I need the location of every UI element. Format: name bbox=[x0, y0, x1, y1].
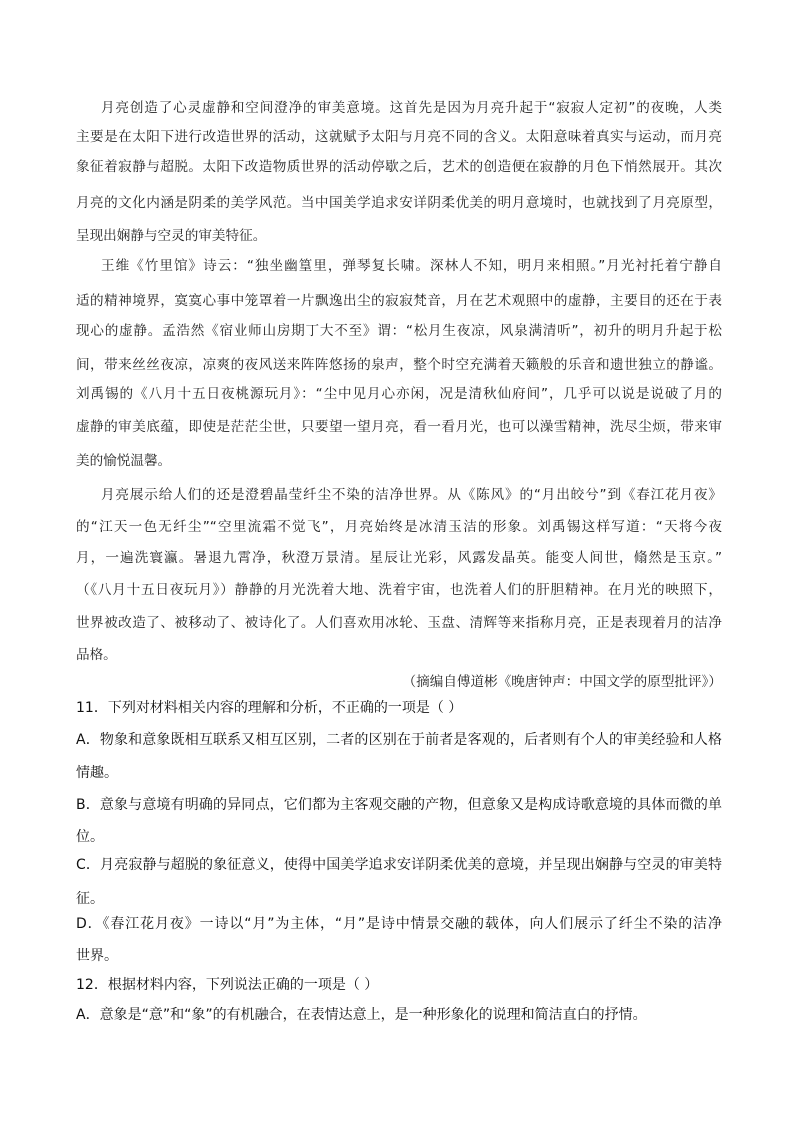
question-11-option-a: A．物象和意象既相互联系又相互区别，二者的区别在于前者是客观的，后者则有个人的审美经验和人格 bbox=[76, 732, 722, 748]
passage-line: 虚静的审美底蕴，即使是茫茫尘世，只要望一望月亮，看一看月光，也可以澡雪精神，洗尽尘烦，带来审 bbox=[76, 419, 722, 435]
passage-line: 主要是在太阳下进行改造世界的活动，这就赋予太阳与月亮不同的含义。太阳意味着真实与运动，而月亮 bbox=[76, 129, 722, 145]
question-11-option-c-cont: 征。 bbox=[76, 891, 104, 907]
passage-line: 月亮展示给人们的还是澄碧晶莹纤尘不染的洁净世界。从《陈风》的“月出皎兮”到《春江花月夜》 bbox=[101, 487, 722, 503]
passage-line: 刘禹锡的《八月十五日夜桃源玩月》：“尘中见月心亦闲，况是清秋仙府间”，几乎可以说是说破了月的 bbox=[76, 386, 722, 402]
question-11-option-a-cont: 情趣。 bbox=[76, 765, 118, 781]
passage-line: 美的愉悦温馨。 bbox=[76, 453, 172, 469]
passage-line: 品格。 bbox=[76, 647, 117, 663]
passage-line: 适的精神境界，寞寞心事中笼罩着一片飘逸出尘的寂寂梵音，月在艺术观照中的虚静，主要目的还在于表 bbox=[76, 293, 722, 309]
question-12-stem: 12．根据材料内容，下列说法正确的一项是（ ） bbox=[76, 977, 379, 993]
passage-line: 世界被改造了、被移动了、被诗化了。人们喜欢用冰轮、玉盘、清辉等来指称月亮，正是表现着月的洁净 bbox=[76, 615, 722, 631]
passage-line: 王维《竹里馆》诗云：“独坐幽篁里，弹琴复长啸。深林人不知，明月来相照。”月光衬托着宁静自 bbox=[101, 258, 722, 274]
passage-line: 间，带来丝丝夜凉，凉爽的夜风送来阵阵悠扬的泉声，整个时空充满着天籁般的乐音和遗世独立的静谧。 bbox=[76, 357, 722, 373]
question-11-option-b: B．意象与意境有明确的异同点，它们都为主客观交融的产物，但意象又是构成诗歌意境的具体而微的单 bbox=[76, 797, 722, 813]
passage-line: 月亮创造了心灵虚静和空间澄净的审美意境。这首先是因为月亮升起于“寂寂人定初”的夜晚，人类 bbox=[101, 100, 722, 116]
question-11-option-d: D．《春江花月夜》一诗以“月”为主体，“月”是诗中情景交融的载体，向人们展示了纤尘不染的洁净 bbox=[76, 916, 722, 932]
question-11-stem: 11．下列对材料相关内容的理解和分析，不正确的一项是（ ） bbox=[76, 700, 463, 716]
passage-line: 月，一遍洗寰瀛。暑退九霄净，秋澄万景清。星辰让光彩，风露发晶英。能变人间世，翛然是玉京。” bbox=[76, 550, 722, 566]
passage-line: （《八月十五日夜玩月》）静静的月光洗着大地、洗着宇宙，也洗着人们的肝胆精神。在月光的映照下， bbox=[76, 582, 722, 598]
passage-line: 象征着寂静与超脱。太阳下改造物质世界的活动停歇之后，艺术的创造便在寂静的月色下悄然展开。其次 bbox=[76, 159, 722, 175]
source-citation: （摘编自傅道彬《晚唐钟声：中国文学的原型批评》） bbox=[402, 674, 722, 690]
passage-line: 月亮的文化内涵是阴柔的美学风范。当中国美学追求安详阴柔优美的明月意境时，也就找到了月亮原型， bbox=[76, 195, 722, 211]
question-12-option-a: A．意象是“意”和“象”的有机融合，在表情达意上，是一种形象化的说理和简洁直白的抒情。 bbox=[76, 1007, 647, 1023]
passage-line: 的“江天一色无纤尘”“空里流霜不觉飞”，月亮始终是冰清玉洁的形象。刘禹锡这样写道：“天将今夜 bbox=[76, 519, 722, 535]
question-11-option-d-cont: 世界。 bbox=[76, 948, 118, 964]
question-11-option-c: C．月亮寂静与超脱的象征意义，使得中国美学追求安详阴柔优美的意境，并呈现出娴静与空灵的审美特 bbox=[76, 857, 722, 873]
question-11-option-b-cont: 位。 bbox=[76, 829, 104, 845]
passage-line: 呈现出娴静与空灵的审美特征。 bbox=[76, 228, 267, 244]
passage-line: 现心的虚静。孟浩然《宿业师山房期丁大不至》谓：“松月生夜凉，风泉满清听”，初升的明月升起于松 bbox=[76, 323, 722, 339]
